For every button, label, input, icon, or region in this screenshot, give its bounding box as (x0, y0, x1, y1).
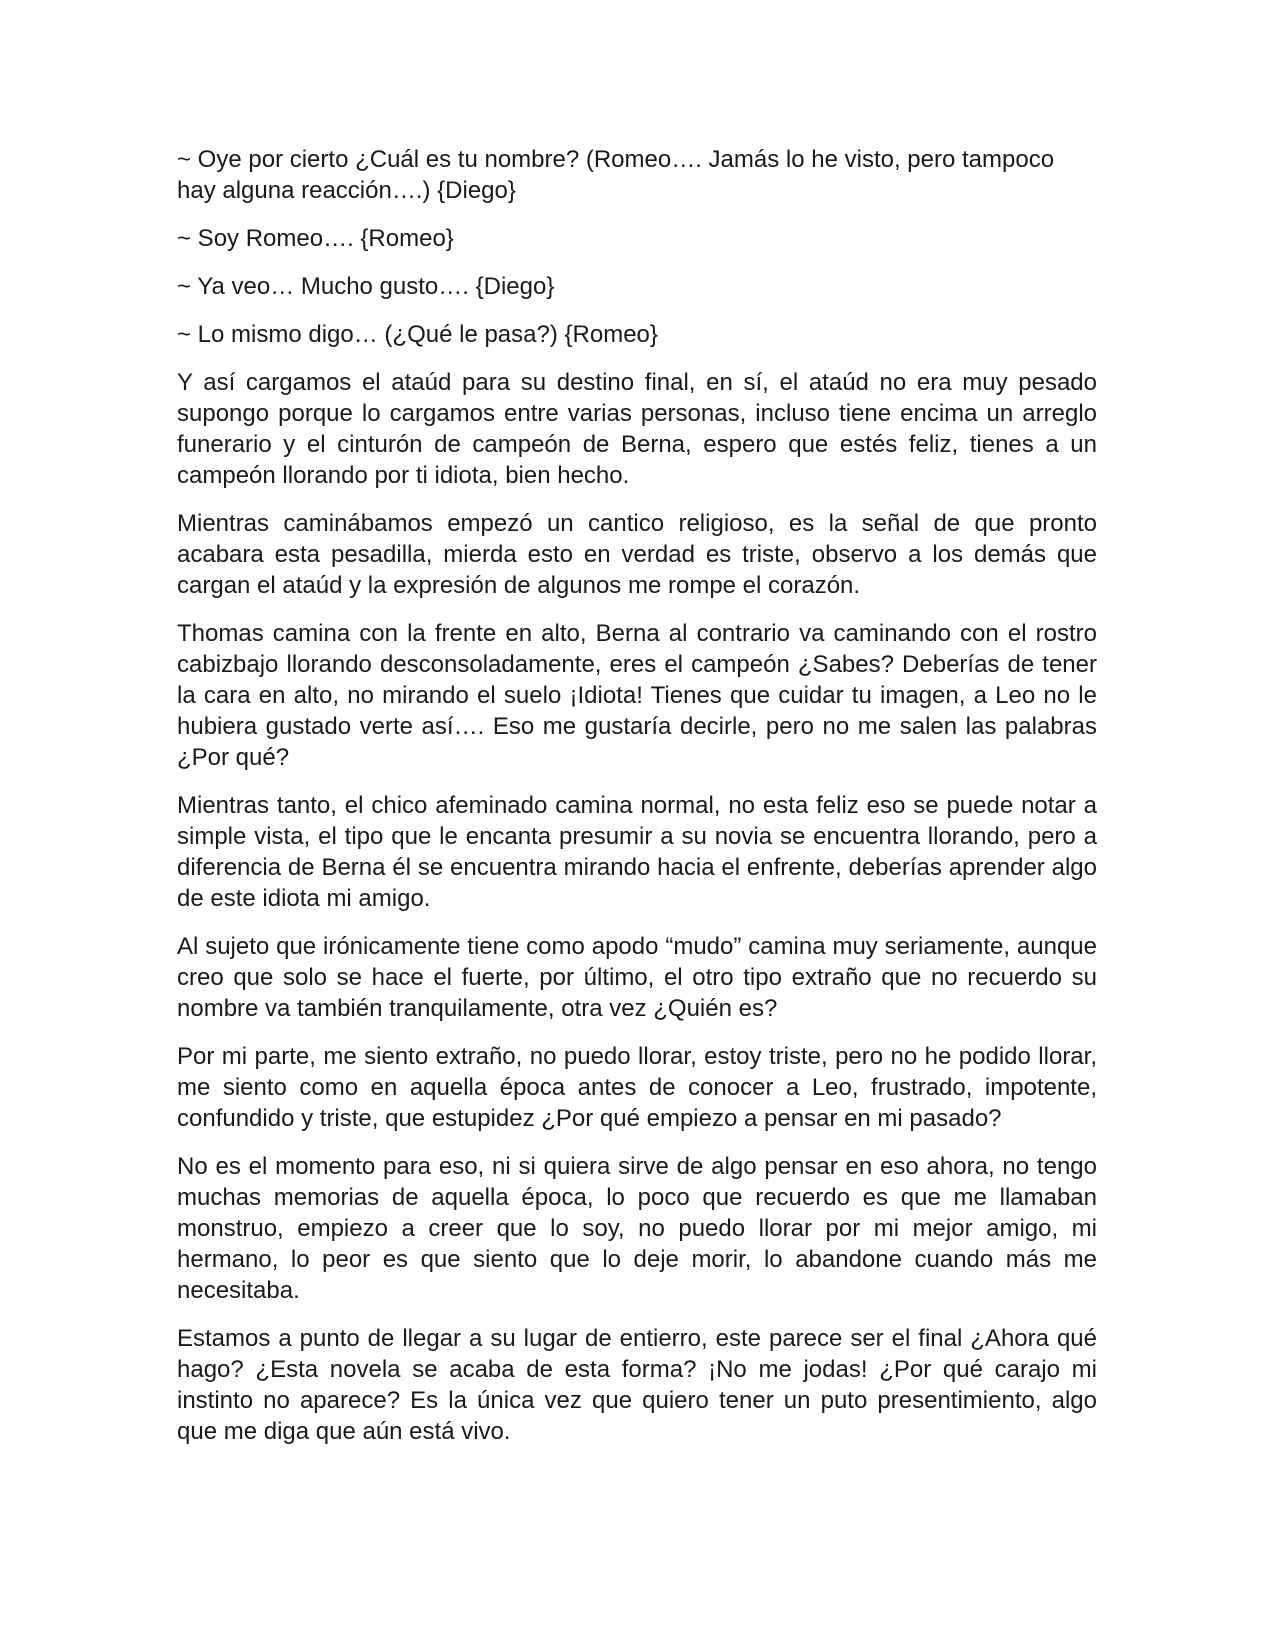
narration-paragraph: Thomas camina con la frente en alto, Berna al contrario va caminando con el rostro cabizbajo llorando desconsoladamente, eres el campeón ¿Sabes? Deberías de tener la cara en alto, no mirando el suelo ¡Idiota! Tienes que cuidar tu imagen, a Leo no le hubiera gustado verte así…. Eso me gustaría decirle, pero no me salen las palabras ¿Por qué? (177, 620, 1097, 771)
narration-paragraph: Mientras caminábamos empezó un cantico religioso, es la señal de que pronto acabara esta pesadilla, mierda esto en verdad es triste, observo a los demás que cargan el ataúd y la expresión de algunos me rompe el corazón. (177, 510, 1097, 599)
narration-paragraph: Estamos a punto de llegar a su lugar de entierro, este parece ser el final ¿Ahora qué hago? ¿Esta novela se acaba de esta forma? ¡No me jodas! ¿Por qué carajo mi instinto no aparece? Es la única vez que quiero tener un puto presentimiento, algo que me diga que aún está vivo. (177, 1325, 1097, 1445)
dialogue-line: ~ Ya veo… Mucho gusto…. {Diego} (177, 273, 555, 300)
narration-paragraph: Al sujeto que irónicamente tiene como apodo “mudo” camina muy seriamente, aunque creo que solo se hace el fuerte, por último, el otro tipo extraño que no recuerdo su nombre va también tranquilamente, otra vez ¿Quién es? (177, 933, 1097, 1022)
narration-paragraph: Mientras tanto, el chico afeminado camina normal, no esta feliz eso se puede notar a simple vista, el tipo que le encanta presumir a su novia se encuentra llorando, pero a diferencia de Berna él se encuentra mirando hacia el enfrente, deberías aprender algo de este idiota mi amigo. (177, 792, 1097, 912)
dialogue-line: ~ Soy Romeo…. {Romeo} (177, 225, 454, 252)
dialogue-line: ~ Oye por cierto ¿Cuál es tu nombre? (Romeo…. Jamás lo he visto, pero tampoco hay alguna reacción….) {Diego} (177, 146, 1055, 204)
narration-paragraph: No es el momento para eso, ni si quiera sirve de algo pensar en eso ahora, no tengo muchas memorias de aquella época, lo poco que recuerdo es que me llamaban monstruo, empiezo a creer que lo soy, no puedo llorar por mi mejor amigo, mi hermano, lo peor es que siento que lo deje morir, lo abandone cuando más me necesitaba. (177, 1153, 1097, 1304)
dialogue-line: ~ Lo mismo digo… (¿Qué le pasa?) {Romeo} (177, 321, 658, 348)
document-body (177, 144, 1097, 1464)
narration-paragraph: Y así cargamos el ataúd para su destino final, en sí, el ataúd no era muy pesado supongo porque lo cargamos entre varias personas, incluso tiene encima un arreglo funerario y el cinturón de campeón de Berna, espero que estés feliz, tienes a un campeón llorando por ti idiota, bien hecho. (177, 369, 1097, 489)
narration-paragraph: Por mi parte, me siento extraño, no puedo llorar, estoy triste, pero no he podido llorar, me siento como en aquella época antes de conocer a Leo, frustrado, impotente, confundido y triste, que estupidez ¿Por qué empiezo a pensar en mi pasado? (177, 1043, 1097, 1132)
